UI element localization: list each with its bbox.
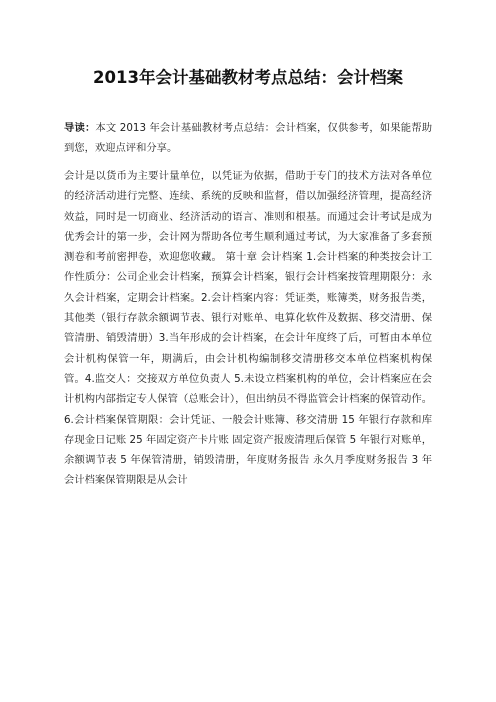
lead-label: 导读： — [64, 122, 96, 134]
body-paragraph: 会计是以货币为主要计量单位，以凭证为依据，借助于专门的技术方法对各单位的经济活动进行完整、连续、系统的反映和监督，借以加强经济管理，提高经济效益，同时是一切商业、经济活动的语言、准则和根基。而通过会计考试是成为优秀会计的第一步，会计网为帮助各位考生顺利通过考试，为大家准备了多套预测卷和考前密押卷，欢迎您收藏。 第十章 会计档案 1.会计档案的种类按会计工作性质分：公司企业会计档案，预算会计档案，银行会计档案按管理期限分：永久会计档案，定期会计档案。2.会计档案内容：凭证类，账簿类，财务报告类，其他类（银行存款余额调节表、银行对账单、电算化软件及数据、移交清册、保管清册、销毁清册）3.当年形成的会计档案，在会计年度终了后，可暂由本单位会计机构保管一年，期满后，由会计机构编制移交清册移交本单位档案机构保管。4.监交人：交接双方单位负责人 5.未设立档案机构的单位，会计档案应在会计机构内部指定专人保管（总账会计），但出纳员不得监管会计档案的保管动作。6.会计档案保管期限：会计凭证、一般会计账簿、移交清册 15 年银行存款和库存现金日记账 25 年固定资产卡片账 固定资产报废清理后保管 5 年银行对账单，余额调节表 5 年保管清册，销毁清册，年度财务报告 永久月季度财务报告 3 年会计档案保管期限是从会计 — [64, 170, 432, 487]
lead-text: 本文 2013 年会计基础教材考点总结：会计档案，仅供参考，如果能帮助到您，欢迎点评和分享。 — [64, 122, 433, 154]
document-title: 2013年会计基础教材考点总结：会计档案 — [93, 68, 403, 87]
lead-paragraph — [64, 118, 432, 158]
